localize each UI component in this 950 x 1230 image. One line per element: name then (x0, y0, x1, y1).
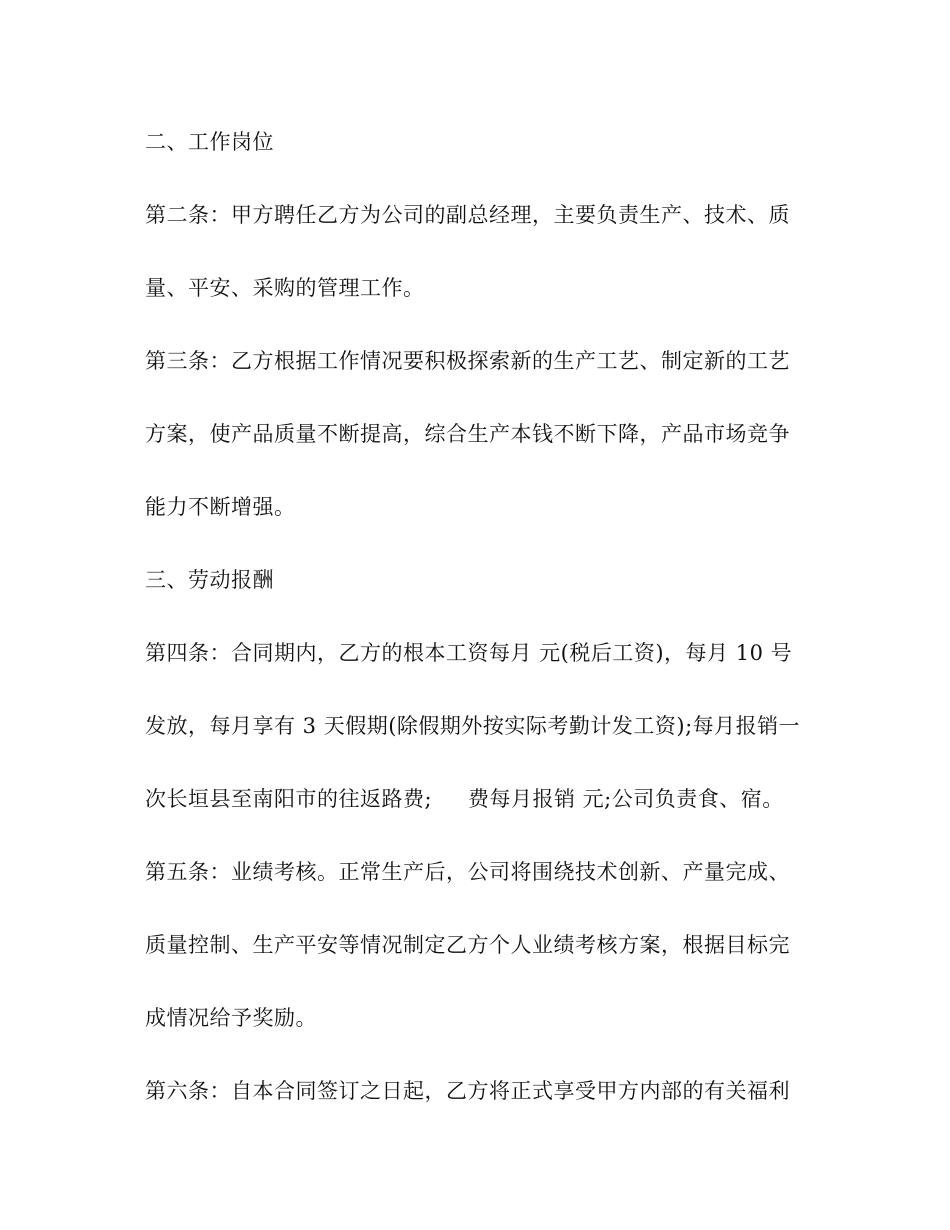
article-5-line-1: 第五条：业绩考核。正常生产后，公司将围绕技术创新、产量完成、 (145, 860, 790, 884)
article-3-line-3: 能力不断增强。 (145, 495, 296, 519)
article-3-line-1: 第三条：乙方根据工作情况要积极探索新的生产工艺、制定新的工艺 (145, 349, 790, 373)
article-2-line-2: 量、平安、采购的管理工作。 (145, 276, 425, 300)
article-5-line-3: 成情况给予奖励。 (145, 1006, 317, 1030)
article-6-line-1: 第六条：自本合同签订之日起，乙方将正式享受甲方内部的有关福利 (145, 1079, 790, 1103)
article-4-line-3: 次长垣县至南阳市的往返路费; 费每月报销 元;公司负责食、宿。 (145, 787, 784, 811)
article-5-line-2: 质量控制、生产平安等情况制定乙方个人业绩考核方案，根据目标完 (145, 933, 790, 957)
article-3-line-2: 方案，使产品质量不断提高，综合生产本钱不断下降，产品市场竞争 (145, 422, 790, 446)
section-heading-remuneration: 三、劳动报酬 (145, 568, 274, 592)
section-heading-job-position: 二、工作岗位 (145, 130, 274, 154)
article-4-line-2: 发放，每月享有 3 天假期(除假期外按实际考勤计发工资);每月报销一 (145, 714, 801, 738)
article-2-line-1: 第二条：甲方聘任乙方为公司的副总经理，主要负责生产、技术、质 (145, 203, 790, 227)
article-4-line-1: 第四条：合同期内，乙方的根本工资每月 元(税后工资)，每月 10 号 (145, 641, 793, 665)
